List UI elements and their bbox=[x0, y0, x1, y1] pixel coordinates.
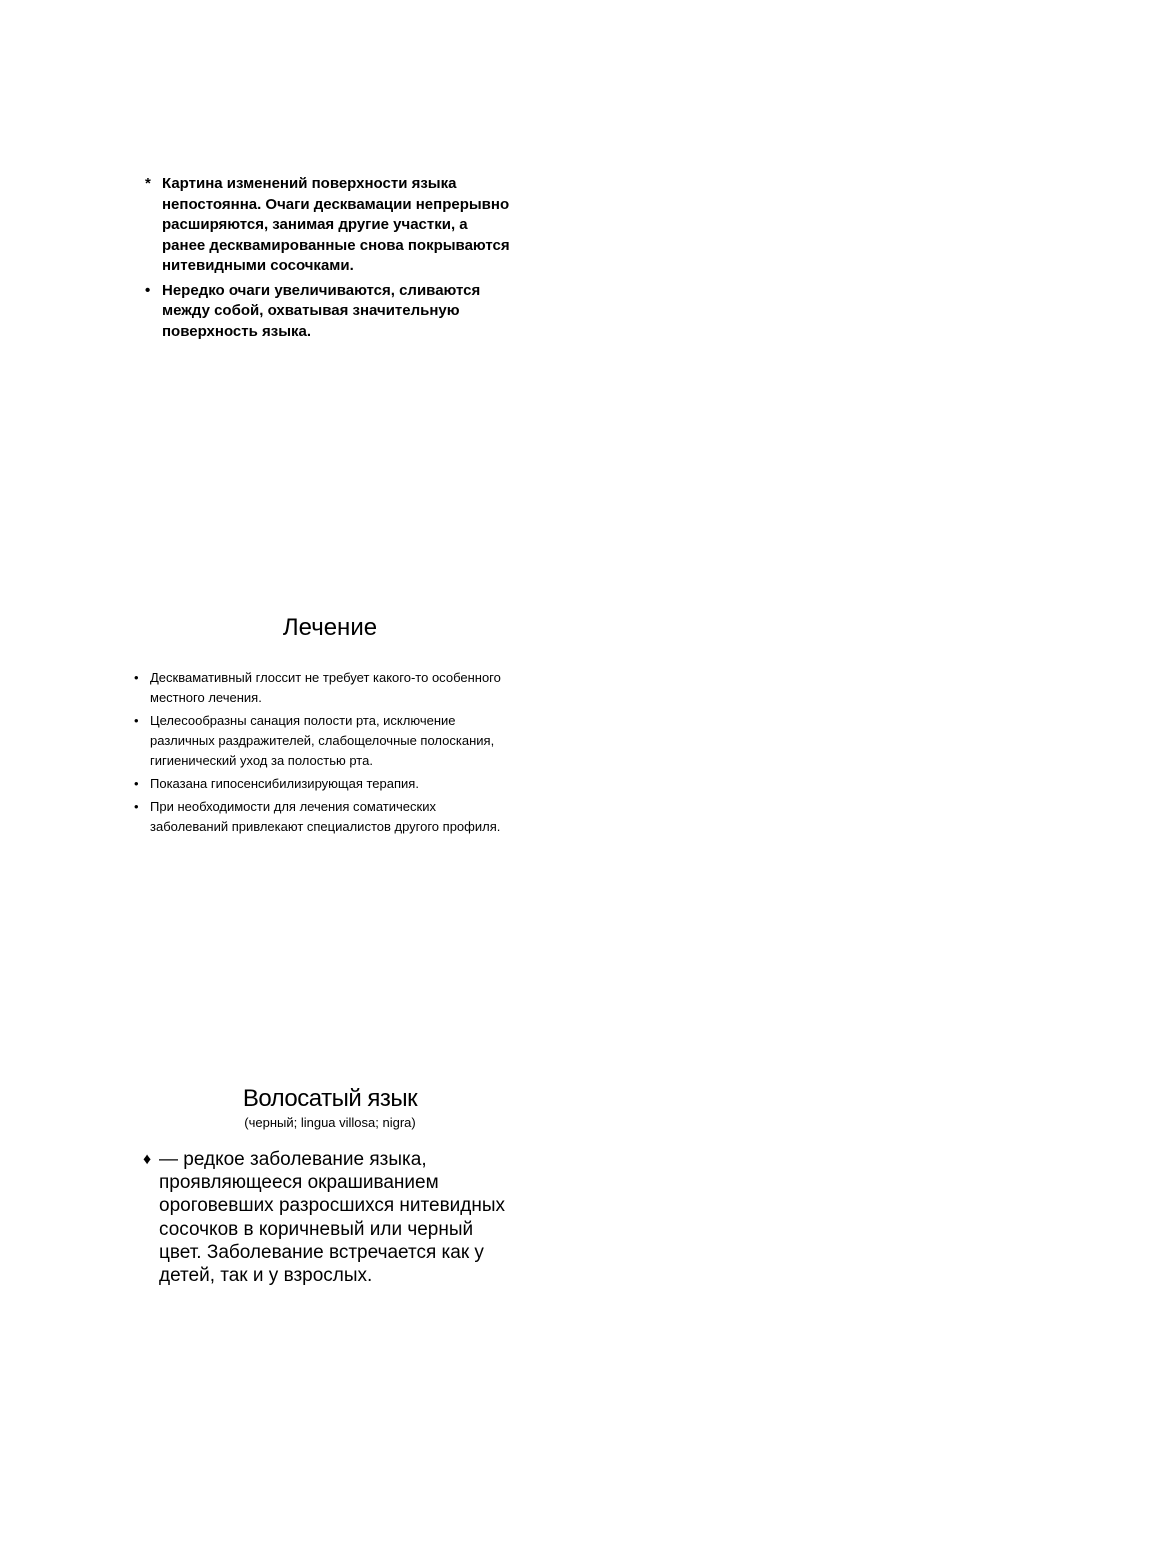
list-item bbox=[130, 711, 510, 771]
hairy-tongue-subtitle: (черный; lingua villosa; nigra) bbox=[244, 1115, 416, 1130]
hairy-tongue-section bbox=[140, 1084, 520, 1287]
symptoms-list bbox=[144, 174, 514, 342]
treatment-title: Лечение bbox=[282, 614, 378, 641]
symptoms-list-section bbox=[144, 174, 514, 346]
list-item-text: Показана гипосенсибилизирующая терапия. bbox=[150, 776, 419, 791]
list-item-text: Десквамативный глоссит не требует какого-то особенного местного лечения. bbox=[150, 670, 501, 705]
bullet-marker: • bbox=[145, 281, 151, 299]
list-item bbox=[130, 668, 510, 708]
hairy-tongue-definition bbox=[140, 1148, 520, 1287]
asterisk-marker: * bbox=[145, 175, 151, 192]
diamond-marker: ♦ bbox=[143, 1151, 152, 1168]
bullet-marker: • bbox=[134, 713, 139, 728]
hairy-tongue-title: Волосатый язык bbox=[242, 1085, 418, 1112]
treatment-section bbox=[130, 612, 510, 840]
list-item bbox=[130, 797, 510, 837]
bullet-marker: • bbox=[134, 670, 139, 685]
list-item bbox=[144, 174, 514, 277]
list-item-text: При необходимости для лечения соматических заболеваний привлекают специалистов другого профиля. bbox=[150, 799, 501, 834]
definition-text: — редкое заболевание языка, проявляющееся окрашиванием ороговевших разросшихся нитевидных сосочков в коричневый или черный цвет. Заболевание встречается как у детей, так и у взрослых. bbox=[159, 1149, 506, 1287]
list-item bbox=[144, 281, 514, 343]
bullet-marker: • bbox=[134, 776, 139, 791]
list-item-text: Целесообразны санация полости рта, исключение различных раздражителей, слабощелочные полоскания, гигиенический уход за полостью рта. bbox=[150, 713, 495, 768]
list-item-text: Нередко очаги увеличиваются, сливаются между собой, охватывая значительную поверхность языка. bbox=[162, 281, 481, 340]
bullet-marker: • bbox=[134, 799, 139, 814]
list-item-text: Картина изменений поверхности языка непостоянна. Очаги десквамации непрерывно расширяются, занимая другие участки, а ранее десквамированные снова покрываются нитевидными сосочками. bbox=[162, 175, 510, 274]
treatment-list bbox=[130, 668, 510, 837]
list-item bbox=[130, 774, 510, 794]
